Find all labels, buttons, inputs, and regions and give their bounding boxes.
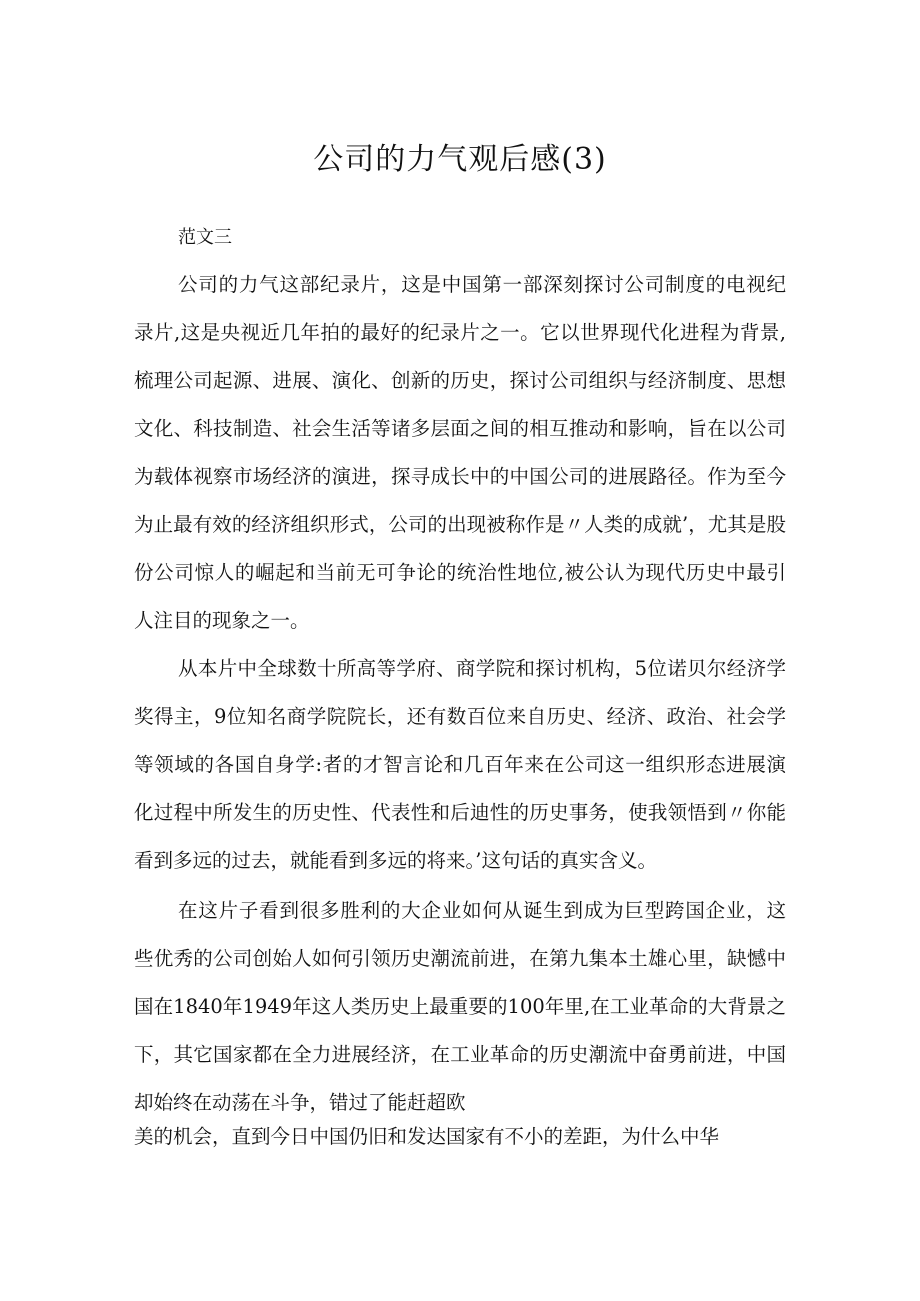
text-line: 看到多远的过去，就能看到多远的将来。’这句话的真实含义。 (134, 849, 657, 872)
text-line: 份公司惊人的崛起和当前无可争论的统治性地位,被公认为现代历史中最引 (134, 561, 786, 584)
text-line: 奖得主，9位知名商学院院长，还有数百位来自历史、经济、政治、社会学 (134, 705, 786, 728)
text-line: 梳理公司起源、进展、演化、创新的历史，探讨公司组织与经济制度、思想 (134, 369, 786, 392)
text-line: 从本片中全球数十所高等学府、商学院和探讨机构，5位诺贝尔经济学 (178, 657, 786, 680)
text-line: 在这片子看到很多胜利的大企业如何从诞生到成为巨型跨国企业，这 (178, 899, 786, 922)
text-line: 国在1840年1949年这人类历史上最重要的100年里,在工业革命的大背景之 (134, 995, 786, 1018)
text-line: 下，其它国家都在全力进展经济，在工业革命的历史潮流中奋勇前进，中国 (134, 1043, 786, 1066)
text-line: 公司的力气这部纪录片，这是中国第一部深刻探讨公司制度的电视纪 (178, 273, 786, 296)
text-line: 化过程中所发生的历史性、代表性和后迪性的历史事务，使我领悟到〃你能 (134, 801, 786, 824)
text-line: 为止最有效的经济组织形式，公司的出现被称作是〃人类的成就’，尤其是股 (134, 513, 786, 536)
text-line: 人注目的现象之一。 (134, 609, 310, 632)
text-line: 些优秀的公司创始人如何引领历史潮流前进，在第九集本土雄心里，缺憾中 (134, 947, 786, 970)
text-line: 美的机会，直到今日中国仍旧和发达国家有不小的差距，为什么中华 (134, 1125, 720, 1148)
text-line: 却始终在动荡在斗争，错过了能赶超欧 (134, 1091, 466, 1114)
text-line: 文化、科技制造、社会生活等诸多层面之间的相互推动和影响，旨在以公司 (134, 417, 786, 440)
text-line: 录片,这是央视近几年拍的最好的纪录片之一。它以世界现代化进程为背景, (134, 321, 786, 344)
section-label: 范文三 (178, 227, 232, 248)
text-line: 等领域的各国自身学:者的才智言论和几百年来在公司这一组织形态进展演 (134, 753, 786, 776)
page-title: 公司的力气观后感(3) (313, 142, 607, 177)
text-line: 为载体视察市场经济的演进，探寻成长中的中国公司的进展路径。作为至今 (134, 465, 786, 488)
